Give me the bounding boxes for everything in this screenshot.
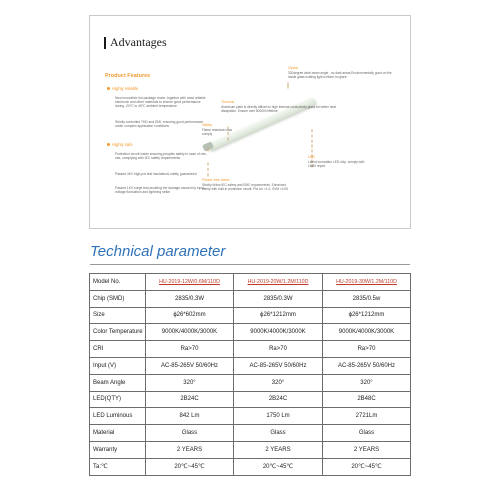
callout-thermal-title: Thermal [221,100,235,104]
row-label: CRI [90,341,146,358]
table-row [90,458,411,475]
row-label: Beam Angle [90,374,146,391]
spec-cell: 2B48C [323,391,411,408]
advantages-panel [89,15,411,229]
advantages-title: Advantages [110,35,167,49]
spec-cell: 2B24C [234,391,323,408]
table-row [90,357,411,374]
spec-cell: 842 Lm [146,408,234,425]
spec-cell: 20℃~45℃ [234,458,323,475]
callout-leader [208,163,209,177]
highlight-label: Highly safe [112,142,133,147]
spec-cell: 2835/0.5w [323,290,411,307]
callout-safety-body: Flame retardant caps comply [202,128,233,136]
spec-cell: 2B24C [146,391,234,408]
spec-cell: 9000K/4000K/3000K [323,324,411,341]
spec-cell: 320° [234,374,323,391]
highlight-label: Highly reliable [112,86,139,91]
product-features-title: Product Features [105,73,151,79]
table-row [90,324,411,341]
model-number-label: Model No. [90,274,146,291]
table-row [90,307,411,324]
advantages-heading [104,35,167,50]
row-label: Chip (SMD) [90,290,146,307]
feature-paragraph: New innovative led package mode, together with most reliable electronic and other materials to ensure good performance during -20℃ to 45℃ ambient temperature. [115,96,206,109]
spec-cell: Glass [146,425,234,442]
row-label: Size [90,307,146,324]
spec-table-body [90,274,411,476]
heading-bar [104,37,106,49]
feature-paragraph: Strictly controlled THD and EMI, ensuring good performance under complex application conditions [115,120,204,129]
table-row [90,425,411,442]
technical-parameter-title: Technical parameter [90,243,226,260]
callout-driver-body: Strictly follow IEC safety and EMC requirements. Enhanced safety with built-in protection circuit. Pst Lm <1.0, SVM <0.05 [202,183,288,191]
table-row [90,341,411,358]
spec-cell: 2721Lm [323,408,411,425]
row-label: LED(QTY) [90,391,146,408]
highlight-reliable [107,86,138,91]
bullet-icon [107,143,110,146]
row-label: Input (V) [90,357,146,374]
spec-cell: 20℃~45℃ [146,458,234,475]
spec-cell: 9000K/4000K/3000K [234,324,323,341]
callout-led-title: LED [308,155,315,159]
spec-table [89,273,411,476]
spec-cell: ɸ26*602mm [146,307,234,324]
row-label: Warranty [90,441,146,458]
spec-cell: AC-85-265V 50/60Hz [323,357,411,374]
callout-optics-body: 320degree wide beam angle , no dark areas.Environmentally good on the inside glass making light uniform,no glare. [288,71,392,79]
callout-leader [208,148,209,152]
callout-leader [288,83,289,89]
spec-cell: Ra>70 [146,341,234,358]
model-cell[interactable]: HU-2019-12W/0.6M/110D [146,274,234,291]
callout-led-body: Latest innovation LED chip, comply with LM80 report [308,160,365,168]
spec-cell: 2 YEARS [234,441,323,458]
table-row [90,290,411,307]
table-header-row [90,274,411,291]
row-label: LED Luminous [90,408,146,425]
callout-driver-title: Flicker free driver [202,178,230,182]
table-row [90,374,411,391]
spec-cell: 1750 Lm [234,408,323,425]
spec-cell: Glass [323,425,411,442]
spec-cell: 2835/0.3W [146,290,234,307]
highlight-safe [107,142,133,147]
table-row [90,408,411,425]
spec-cell: 20℃~45℃ [323,458,411,475]
spec-cell: 320° [323,374,411,391]
spec-cell: Ra>70 [323,341,411,358]
spec-cell: AC-85-265V 50/60Hz [234,357,323,374]
spec-cell: 320° [146,374,234,391]
table-row [90,441,411,458]
callout-thermal-body: Aluminum plate is directly affixed to high thermal conductivity glass for better heat dissipation. Ensure over 50000h lifetime. [221,105,336,113]
spec-cell: ɸ26*1212mm [323,307,411,324]
spec-cell: ɸ26*1212mm [234,307,323,324]
spec-cell: 9000K/4000K/3000K [146,324,234,341]
bullet-icon [107,87,110,90]
model-cell[interactable]: HU-2019-30W/1.2M/110D [323,274,411,291]
spec-cell: 2835/0.3W [234,290,323,307]
model-cell[interactable]: HU-2019-20W/1.2M/110D [234,274,323,291]
spec-cell: Glass [234,425,323,442]
spec-cell: AC-85-265V 50/60Hz [146,357,234,374]
callout-safety-title: Safety [202,123,213,127]
callout-optics-title: Optics [288,66,299,70]
spec-cell: 2 YEARS [146,441,234,458]
feature-paragraph: Passed 4KV high-pot test insulation& safety guaranteed [115,172,197,176]
feature-paragraph: Protection circuit inside ensuring peoples safety in case of mis-use, complying with IEC safety requirements. [115,152,207,161]
row-label: Color Temperature [90,324,146,341]
row-label: Ta:℃ [90,458,146,475]
spec-cell: 2 YEARS [323,441,411,458]
spec-cell: Ra>70 [234,341,323,358]
title-divider [90,264,410,265]
table-row [90,391,411,408]
feature-paragraph: Passed 1KV surge test,avoiding the damage caused by input voltage fluctuation and lightning strike. [115,186,205,195]
row-label: Material [90,425,146,442]
